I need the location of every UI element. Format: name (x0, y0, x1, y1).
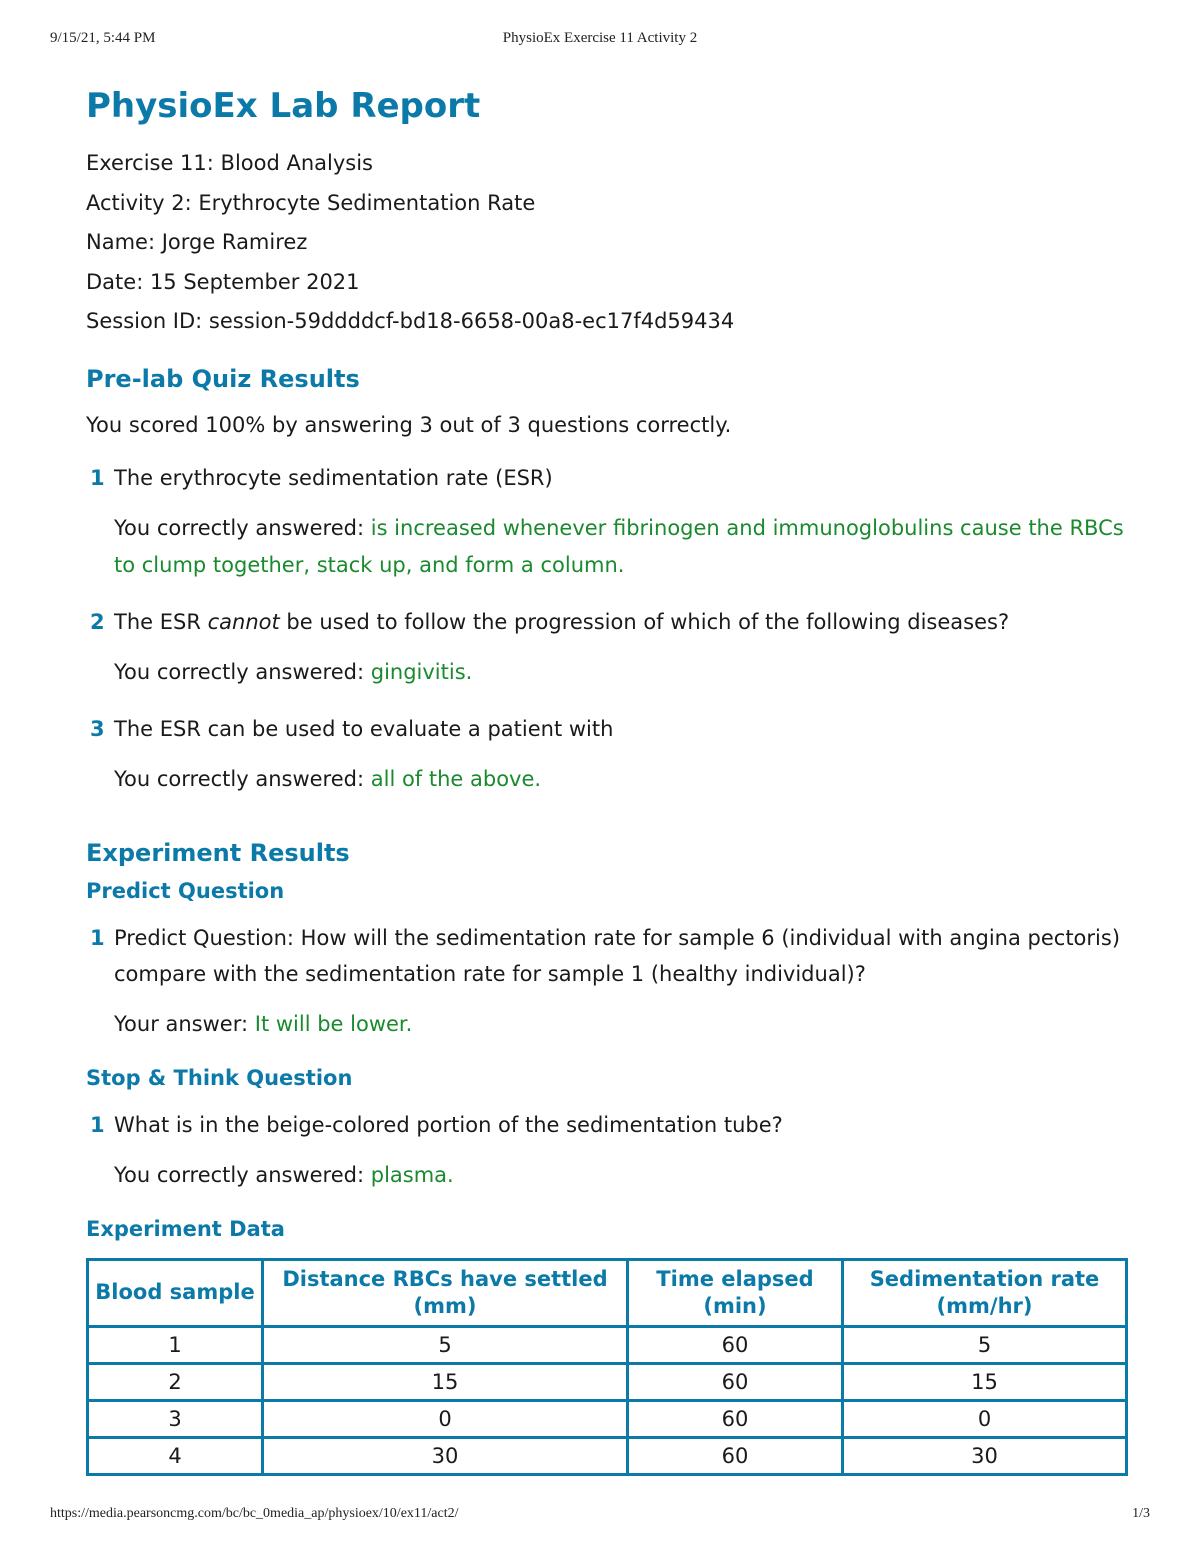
table-row (88, 1363, 1127, 1400)
table-cell: 60 (628, 1326, 843, 1363)
table-cell: 60 (628, 1400, 843, 1437)
answer-prefix: You correctly answered: (114, 1162, 371, 1187)
question-answer (86, 1006, 1130, 1043)
table-cell: 1 (88, 1326, 263, 1363)
stop-think-heading: Stop & Think Question (86, 1065, 353, 1090)
question-number: 3 (90, 716, 105, 741)
table-cell: 0 (843, 1400, 1127, 1437)
question-number: 2 (90, 609, 105, 634)
table-cell: 15 (263, 1363, 628, 1400)
question-answer (86, 761, 1130, 798)
table-row (88, 1326, 1127, 1363)
student-name: Name: Jorge Ramirez (86, 230, 308, 254)
page-url: https://media.pearsoncmg.com/bc/bc_0media_ap/physioex/10/ex11/act2/ (50, 1506, 459, 1521)
prelab-heading: Pre-lab Quiz Results (86, 364, 360, 393)
question-text: 1 The erythrocyte sedimentation rate (ESR) (86, 460, 1130, 496)
answer-value: all of the above. (370, 766, 542, 791)
predict-heading: Predict Question (86, 878, 285, 903)
question-number: 1 (90, 465, 105, 490)
print-timestamp: 9/15/21, 5:44 PM (50, 30, 156, 46)
report-content (86, 82, 1130, 1500)
prelab-score: You scored 100% by answering 3 out of 3 questions correctly. (86, 412, 732, 437)
table-row (88, 1400, 1127, 1437)
prelab-question (86, 460, 1130, 584)
answer-value: gingivitis. (370, 659, 473, 684)
question-number: 1 (90, 1112, 105, 1137)
question-text: 1 Predict Question: How will the sedimentation rate for sample 6 (individual with angina pectoris) compare with the sedimentation rate for sample 1 (healthy individual)? (86, 920, 1130, 992)
answer-prefix: Your answer: (114, 1011, 255, 1036)
print-header (50, 30, 1150, 50)
answer-value: It will be lower. (254, 1011, 413, 1036)
table-cell: 4 (88, 1437, 263, 1474)
answer-prefix: You correctly answered: (114, 659, 371, 684)
question-answer (86, 1157, 1130, 1194)
answer-value: plasma. (370, 1162, 454, 1187)
report-title: PhysioEx Lab Report (86, 86, 481, 126)
table-cell: 60 (628, 1363, 843, 1400)
table-cell: 2 (88, 1363, 263, 1400)
table-cell: 60 (628, 1437, 843, 1474)
answer-value: is increased whenever fibrinogen and immunoglobulins cause the RBCs to clump together, stack up, and form a column. (114, 515, 1124, 577)
experiment-data-heading: Experiment Data (86, 1216, 285, 1241)
prelab-question-list (86, 460, 1130, 798)
prelab-question (86, 604, 1130, 691)
experiment-data-table (86, 1258, 1128, 1476)
column-header: Blood sample (88, 1259, 263, 1326)
print-footer (50, 1506, 1150, 1526)
table-header-row (88, 1259, 1127, 1326)
question-text: 1 What is in the beige-colored portion of the sedimentation tube? (86, 1107, 1130, 1143)
predict-question (86, 920, 1130, 1043)
exercise-label: Exercise 11: Blood Analysis (86, 151, 373, 175)
table-cell: 5 (843, 1326, 1127, 1363)
table-row (88, 1437, 1127, 1474)
print-title: PhysioEx Exercise 11 Activity 2 (502, 30, 698, 46)
session-id: Session ID: session-59ddddcf-bd18-6658-00a8-ec17f4d59434 (86, 309, 735, 333)
table-cell: 15 (843, 1363, 1127, 1400)
table-cell: 5 (263, 1326, 628, 1363)
column-header: Time elapsed (min) (628, 1259, 843, 1326)
report-date: Date: 15 September 2021 (86, 269, 360, 294)
activity-label: Activity 2: Erythrocyte Sedimentation Rate (86, 190, 536, 215)
table-cell: 30 (843, 1437, 1127, 1474)
table-cell: 30 (263, 1437, 628, 1474)
question-text: 3 The ESR can be used to evaluate a patient with (86, 711, 1130, 747)
answer-prefix: You correctly answered: (114, 515, 371, 540)
report-meta (86, 144, 1130, 342)
answer-prefix: You correctly answered: (114, 766, 371, 791)
experiment-heading: Experiment Results (86, 838, 350, 867)
table-cell: 3 (88, 1400, 263, 1437)
column-header: Sedimentation rate (mm/hr) (843, 1259, 1127, 1326)
column-header: Distance RBCs have settled (mm) (263, 1259, 628, 1326)
stop-think-question (86, 1107, 1130, 1194)
prelab-question (86, 711, 1130, 798)
question-answer (86, 654, 1130, 691)
page-number: 1/3 (1132, 1506, 1150, 1521)
table-cell: 0 (263, 1400, 628, 1437)
question-number: 1 (90, 925, 105, 950)
question-answer (86, 510, 1130, 584)
question-text: 2 The ESR cannot be used to follow the progression of which of the following diseases? (86, 604, 1130, 640)
